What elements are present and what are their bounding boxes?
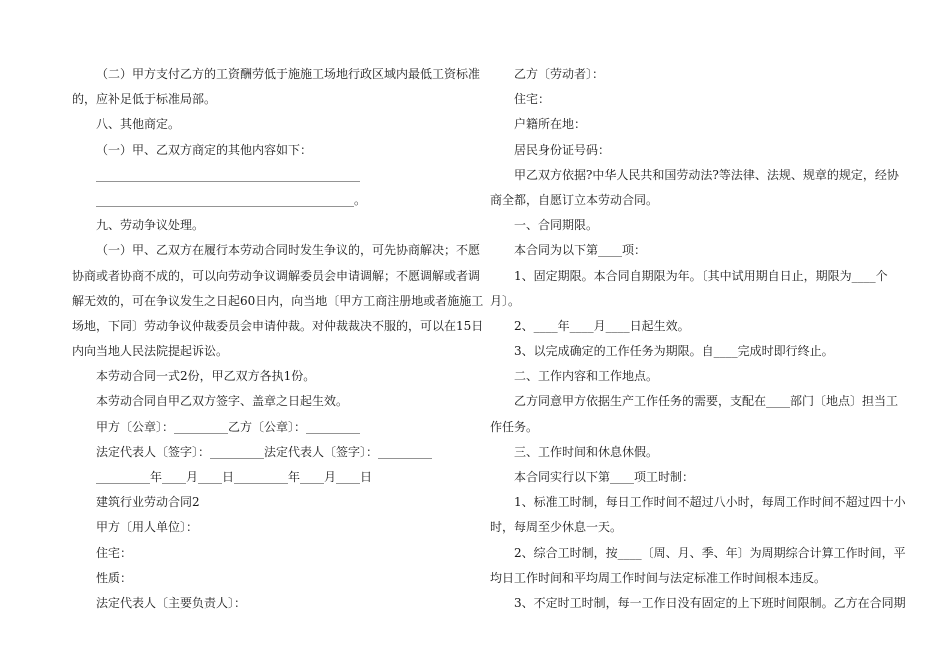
- text-line: _________年____月____日_________年____月____日: [96, 470, 373, 484]
- text-line: 时，每周至少休息一天。: [490, 520, 623, 535]
- text-line: 月〕。: [490, 293, 521, 308]
- text-line: 甲方〔用人单位〕：: [96, 520, 199, 535]
- text-line: 八、其他商定。: [96, 117, 181, 132]
- text-line: 2、综合工时制，按____〔周、月、季、年〕为周期综合计算工作时间，平: [514, 545, 906, 560]
- text-line: 本劳动合同自甲乙双方签字、盖章之日起生效。: [96, 394, 349, 409]
- text-line: 均日工作时间和平均周工作时间与法定标准工作时间根本违反。: [490, 570, 827, 585]
- text-line: 1、标准工时制，每日工作时间不超过八小时，每周工作时间不超过四十小: [514, 495, 906, 510]
- text-line: 3、以完成确定的工作任务为期限。自____完成时即行终止。: [514, 344, 834, 359]
- text-line: 居民身份证号码：: [514, 142, 611, 157]
- text-line: （一）甲、乙双方商定的其他内容如下：: [96, 142, 313, 157]
- text-line: 场地，下同〕劳动争议仲裁委员会申请仲裁。对仲裁裁决不服的，可以在15日: [72, 318, 484, 333]
- text-line: 户籍所在地：: [514, 117, 587, 132]
- text-line: 商全都，自愿订立本劳动合同。: [490, 192, 659, 207]
- text-line: 乙方〔劳动者〕：: [514, 67, 605, 81]
- text-line: 法定代表人〔签字〕：_________法定代表人〔签字〕：_________: [96, 444, 433, 459]
- text-line: （一）甲、乙双方在履行本劳动合同时发生争议的，可先协商解决；不愿: [96, 243, 481, 258]
- text-line: ___________________________________________。: [96, 192, 367, 207]
- text-line: 作任务。: [490, 419, 539, 434]
- text-line: 1、固定期限。本合同自期限为年。〔其中试用期自日止，期限为____个: [514, 268, 888, 283]
- text-line: 本合同为以下第____项：: [514, 243, 647, 258]
- text-line: 解无效的，可在争议发生之日起60日内，向当地〔甲方工商注册地或者施施工: [72, 293, 484, 308]
- text-line: 甲方〔公章〕：_________乙方〔公章〕：_________: [96, 419, 361, 434]
- text-line: 本合同实行以下第____项工时制：: [514, 470, 695, 484]
- text-line: 甲乙双方依据?中华人民共和国劳动法?等法律、法规、规章的规定，经协: [514, 167, 899, 182]
- right-column: [490, 62, 906, 616]
- text-line: 乙方同意甲方依据生产工作任务的需要，支配在____部门〔地点〕担当工: [514, 394, 899, 409]
- text-line: 一、合同期限。: [514, 218, 599, 233]
- left-column: [72, 62, 484, 616]
- text-line: 建筑行业劳动合同2: [96, 495, 200, 510]
- text-line: 住宅：: [96, 545, 133, 560]
- text-line: 性质：: [96, 570, 133, 585]
- text-line: 法定代表人〔主要负责人〕：: [96, 595, 247, 610]
- text-line: 本劳动合同一式2份，甲乙双方各执1份。: [96, 369, 316, 384]
- text-line: 的，应补足低于标准局部。: [72, 92, 217, 107]
- text-line: 二、工作内容和工作地点。: [514, 369, 659, 384]
- text-line: 3、不定时工时制，每一工作日没有固定的上下班时间限制。乙方在合同期: [514, 595, 906, 610]
- text-line: 2、____年____月____日起生效。: [514, 318, 690, 333]
- text-line: 协商或者协商不成的，可以向劳动争议调解委员会申请调解；不愿调解或者调: [72, 268, 481, 283]
- text-line: 三、工作时间和休息休假。: [514, 444, 659, 459]
- text-line: 内向当地人民法院提起诉讼。: [72, 344, 229, 359]
- text-line: 住宅：: [514, 92, 551, 107]
- text-line: 九、劳动争议处理。: [96, 218, 205, 233]
- text-line: ____________________________________________: [96, 167, 360, 182]
- text-line: （二）甲方支付乙方的工资酬劳低于施施工场地行政区域内最低工资标准: [96, 67, 481, 81]
